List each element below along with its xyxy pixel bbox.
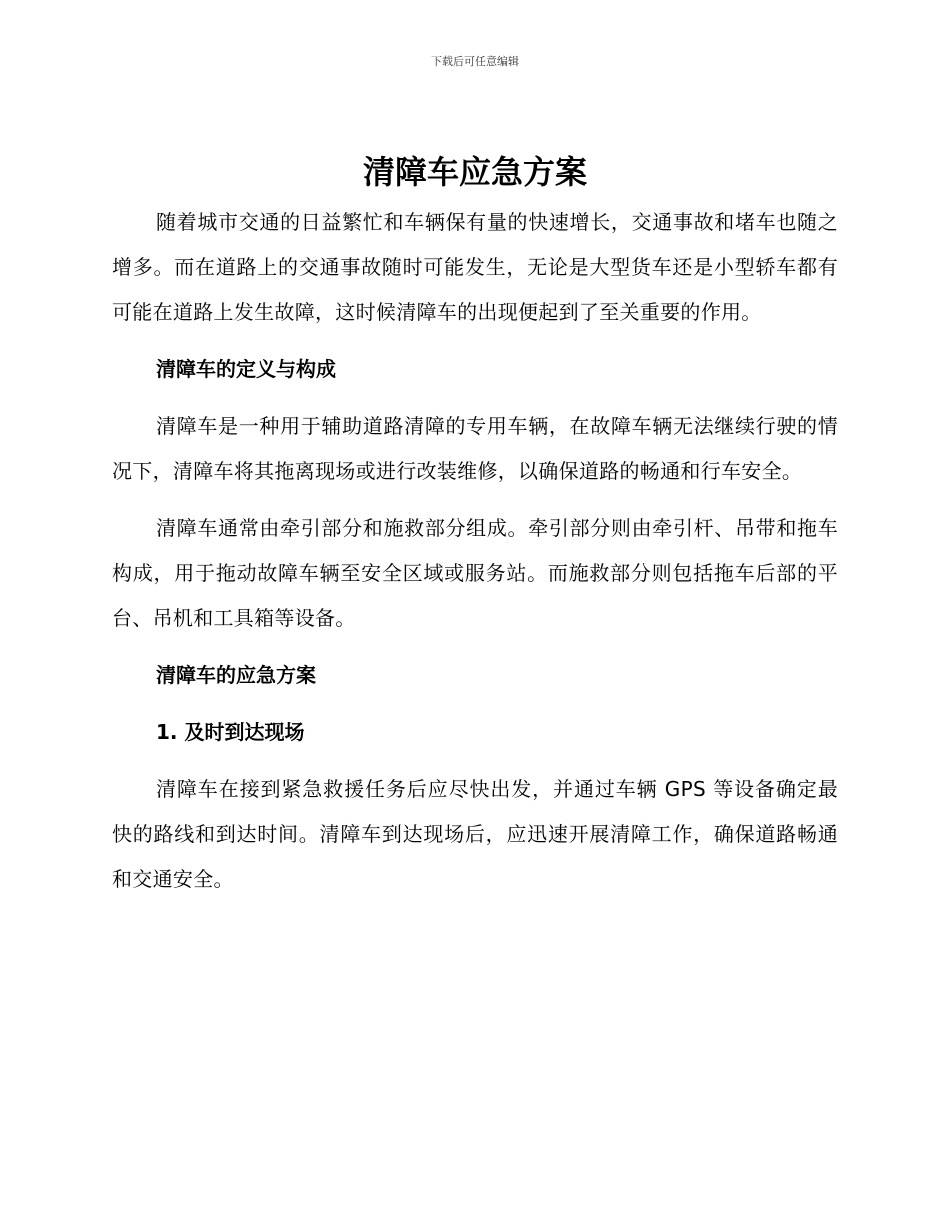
header-note: 下载后可任意编辑	[431, 55, 519, 68]
composition-paragraph: 清障车通常由牵引部分和施救部分组成。牵引部分则由牵引杆、吊带和拖车构成，用于拖动故障车辆至安全区域或服务站。而施救部分则包括拖车后部的平台、吊机和工具箱等设备。	[112, 516, 838, 630]
document-title: 清障车应急方案	[362, 153, 587, 191]
section-heading-emergency-plan: 清障车的应急方案	[156, 663, 316, 687]
subsection-heading-arrive: 1. 及时到达现场	[156, 720, 305, 744]
definition-paragraph: 清障车是一种用于辅助道路清障的专用车辆，在故障车辆无法继续行驶的情况下，清障车将其拖离现场或进行改装维修，以确保道路的畅通和行车安全。	[112, 414, 838, 483]
section-heading-definition: 清障车的定义与构成	[156, 357, 336, 381]
arrive-paragraph: 清障车在接到紧急救援任务后应尽快出发，并通过车辆 GPS 等设备确定最快的路线和到达时间。清障车到达现场后，应迅速开展清障工作，确保道路畅通和交通安全。	[112, 777, 838, 891]
document-body	[112, 200, 838, 914]
intro-paragraph: 随着城市交通的日益繁忙和车辆保有量的快速增长，交通事故和堵车也随之增多。而在道路上的交通事故随时可能发生，无论是大型货车还是小型轿车都有可能在道路上发生故障，这时候清障车的出现便起到了至关重要的作用。	[112, 210, 838, 324]
